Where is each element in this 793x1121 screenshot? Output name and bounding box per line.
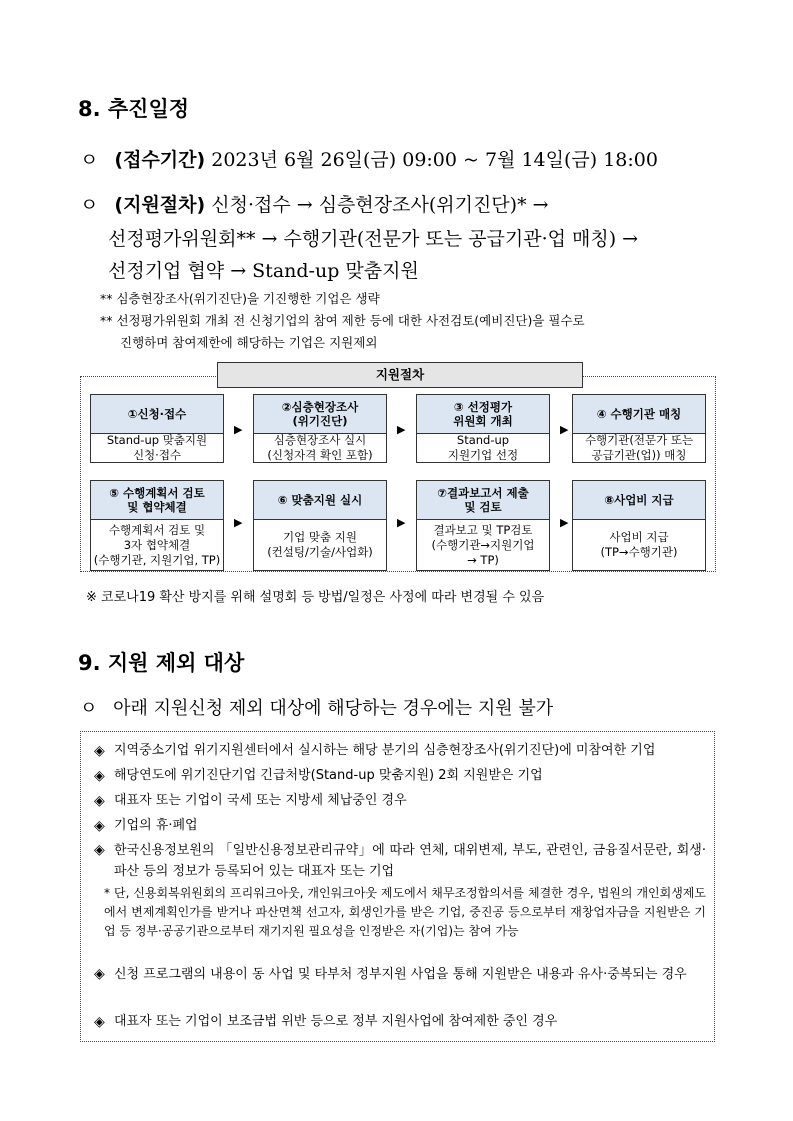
section8-title: 8. 추진일정 [78, 97, 190, 121]
exclusion-item-text: 해당연도에 위기진단기업 긴급처방(Stand-up 맞춤지원) 2회 지원받은 기업 [114, 768, 543, 783]
procedure-stage-title: ⑥ 맞춤지원 실시 [254, 481, 386, 520]
procedure-stage [416, 394, 550, 463]
reception-label: (접수기간) [114, 149, 206, 171]
exclusion-item [94, 840, 706, 882]
exclusion-item-text: 신청 프로그램의 내용이 동 사업 및 타부처 정부지원 사업을 통해 지원받은 내용과 유사·중복되는 경우 [114, 967, 687, 982]
exclusion-item [94, 964, 706, 985]
procedure-stage-title: ②심층현장조사 (위기진단) [254, 395, 386, 434]
reception-text: 2023년 6월 26일(금) 09:00 ~ 7월 14일(금) 18:00 [211, 149, 658, 171]
flow-arrow-icon: ▶ [234, 516, 243, 529]
reception-period-line [80, 145, 658, 172]
procedure-stage-title: ⑤ 수행계획서 검토 및 협약체결 [91, 481, 223, 520]
exclusion-item-text: 지역중소기업 위기지원센터에서 실시하는 해당 분기의 심층현장조사(위기진단)에 미참여한 기업 [114, 743, 656, 758]
exclusion-item-text: 기업의 휴·폐업 [114, 818, 198, 833]
procedure-stage-title: ③ 선정평가 위원회 개최 [417, 395, 549, 434]
exclusion-intro [80, 694, 553, 720]
diamond-bullet-icon: ◈ [94, 793, 105, 809]
note-2: ** 선정평가위원회 개최 전 신청기업의 참여 제한 등에 대한 사전검토(예비진단)을 필수로 [100, 313, 585, 328]
procedure-stage [253, 394, 387, 463]
exclusion-item [94, 741, 706, 761]
procedure-stage-title: ①신청·접수 [91, 395, 223, 434]
exclusion-item-text: 대표자 또는 기업이 국세 또는 지방세 체납중인 경우 [114, 793, 407, 808]
section9-title: 9. 지원 제외 대상 [78, 651, 245, 675]
exclusion-intro-text: 아래 지원신청 제외 대상에 해당하는 경우에는 지원 불가 [113, 698, 554, 719]
flow-arrow-icon: ▶ [397, 423, 406, 436]
procedure-stage-title: ⑧사업비 지급 [573, 481, 705, 520]
exclusion-item [94, 1012, 706, 1032]
exclusion-item-text: 대표자 또는 기업이 보조금법 위반 등으로 정부 지원사업에 참여제한 중인 경우 [114, 1014, 558, 1029]
procedure-stage-desc: 심층현장조사 실시 (신청자격 확인 포함) [254, 434, 386, 462]
procedure-stage-title: ④ 수행기관 매칭 [573, 395, 705, 434]
procedure-chart-header: 지원절차 [217, 362, 583, 388]
flow-arrow-icon: ▶ [397, 516, 406, 529]
procedure-line-2: 선정평가위원회** → 수행기관(전문가 또는 공급기관·업 매칭) → [108, 228, 639, 250]
procedure-stage-desc: 수행계획서 검토 및 3자 협약체결 (수행기관, 지원기업, TP) [91, 520, 223, 570]
diamond-bullet-icon: ◈ [94, 818, 105, 834]
procedure-stage [572, 480, 706, 571]
bullet-marker: ㅇ [80, 698, 98, 719]
bullet-marker: ㅇ [80, 149, 99, 171]
diamond-bullet-icon: ◈ [94, 768, 105, 784]
diamond-bullet-icon: ◈ [94, 966, 105, 982]
procedure-text-1: 신청·접수 → 심층현장조사(위기진단)* → [211, 194, 549, 216]
flow-arrow-icon: ▶ [234, 423, 243, 436]
procedure-stage [90, 394, 224, 463]
procedure-stage [253, 480, 387, 571]
exclusion-sub-note: * 단, 신용회복위원회의 프리워크아웃, 개인워크아웃 제도에서 채무조정합의서를 체결한 경우, 법원의 개인회생제도에서 변제계획인가를 받거나 파산면책 선고자, 회생인가를 받은 기업, 중진공 등으로부터 재창업자금을 지원받은 기업 등 정부·공공기관으로부터 재기지원 필요성을 인정받은 자(기업)는 참여 가능 [104, 886, 706, 938]
exclusion-item [94, 791, 706, 811]
procedure-stage-desc: 사업비 지급 (TP→수행기관) [573, 520, 705, 570]
procedure-stage [416, 480, 550, 571]
procedure-stage [90, 480, 224, 571]
procedure-stage-desc: Stand-up 맞춤지원 신청·접수 [91, 434, 223, 462]
procedure-stage-desc: 결과보고 및 TP검토 (수행기관→지원기업 → TP) [417, 520, 549, 570]
bullet-marker: ㅇ [80, 194, 99, 216]
diamond-bullet-icon: ◈ [94, 1014, 105, 1030]
procedure-stage-title: ⑦결과보고서 제출 및 검토 [417, 481, 549, 520]
exclusion-item-text: 한국신용정보원의 「일반신용정보관리규약」에 따라 연체, 대위변제, 부도, 관련인, 금융질서문란, 회생·파산 등의 정보가 등록되어 있는 대표자 또는 기업 [114, 843, 706, 879]
exclusion-item [94, 766, 706, 786]
procedure-line-1 [80, 190, 549, 217]
diamond-bullet-icon: ◈ [94, 842, 105, 858]
diamond-bullet-icon: ◈ [94, 743, 105, 759]
procedure-stage-desc: 기업 맞춤 지원 (컨설팅/기술/사업화) [254, 520, 386, 570]
procedure-stage-desc: Stand-up 지원기업 선정 [417, 434, 549, 462]
procedure-stage [572, 394, 706, 463]
note-1: ** 심층현장조사(위기진단)을 기진행한 기업은 생략 [100, 291, 380, 306]
flow-arrow-icon: ▶ [560, 423, 569, 436]
notice-remark: ※ 코로나19 확산 방지를 위해 설명회 등 방법/일정은 사정에 따라 변경될 수 있음 [86, 590, 545, 605]
procedure-line-3: 선정기업 협약 → Stand-up 맞춤지원 [108, 260, 419, 282]
note-3: 진행하며 참여제한에 해당하는 기업은 지원제외 [120, 335, 378, 350]
flow-arrow-icon: ▶ [560, 516, 569, 529]
procedure-stage-desc: 수행기관(전문가 또는 공급기관(업)) 매칭 [573, 434, 705, 462]
exclusion-item [94, 816, 706, 836]
procedure-label: (지원절차) [114, 194, 206, 216]
